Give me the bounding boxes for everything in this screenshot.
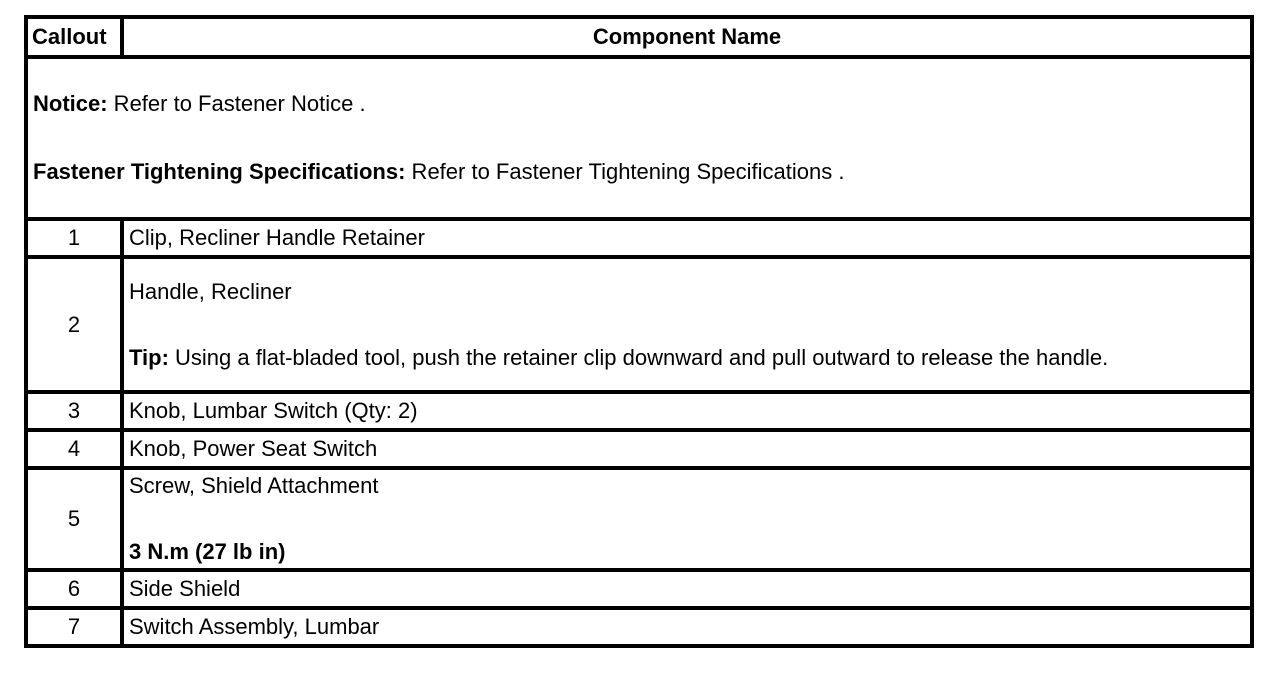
table-row <box>26 219 1252 257</box>
spec-text: Refer to Fastener Tightening Specifications . <box>405 159 845 184</box>
callout-cell: 7 <box>26 608 122 646</box>
torque-spec <box>129 539 1245 565</box>
component-name: Screw, Shield Attachment <box>129 473 379 498</box>
notice-line <box>33 91 1245 117</box>
table-row <box>26 608 1252 646</box>
callout-cell: 4 <box>26 430 122 468</box>
component-cell: Knob, Lumbar Switch (Qty: 2) <box>122 392 1252 430</box>
callout-cell: 1 <box>26 219 122 257</box>
callout-header: Callout <box>26 17 122 57</box>
component-cell: Side Shield <box>122 570 1252 608</box>
spec-line <box>33 159 1245 185</box>
component-name-header: Component Name <box>122 17 1252 57</box>
header-row <box>26 17 1252 57</box>
tip-line <box>129 345 1245 371</box>
notice-label: Notice: <box>33 91 108 116</box>
table-row <box>26 392 1252 430</box>
notice-text: Refer to Fastener Notice . <box>107 91 366 116</box>
torque-value: 3 N.m (27 lb in) <box>129 539 286 564</box>
table-row <box>26 468 1252 570</box>
component-table <box>24 15 1254 648</box>
component-cell: Clip, Recliner Handle Retainer <box>122 219 1252 257</box>
callout-cell: 2 <box>26 257 122 392</box>
table-row <box>26 570 1252 608</box>
callout-cell: 6 <box>26 570 122 608</box>
component-cell: Knob, Power Seat Switch <box>122 430 1252 468</box>
notes-cell <box>26 57 1252 219</box>
component-cell <box>122 257 1252 392</box>
table-row <box>26 257 1252 392</box>
tip-text: Using a flat-bladed tool, push the retainer clip downward and pull outward to release the handle. <box>168 344 1109 370</box>
table-row <box>26 430 1252 468</box>
component-cell <box>122 468 1252 570</box>
callout-cell: 3 <box>26 392 122 430</box>
notes-row <box>26 57 1252 219</box>
tip-label: Tip: <box>129 344 169 370</box>
callout-cell: 5 <box>26 468 122 570</box>
component-cell: Switch Assembly, Lumbar <box>122 608 1252 646</box>
spec-label: Fastener Tightening Specifications: <box>33 159 406 184</box>
component-name: Handle, Recliner <box>129 278 292 304</box>
